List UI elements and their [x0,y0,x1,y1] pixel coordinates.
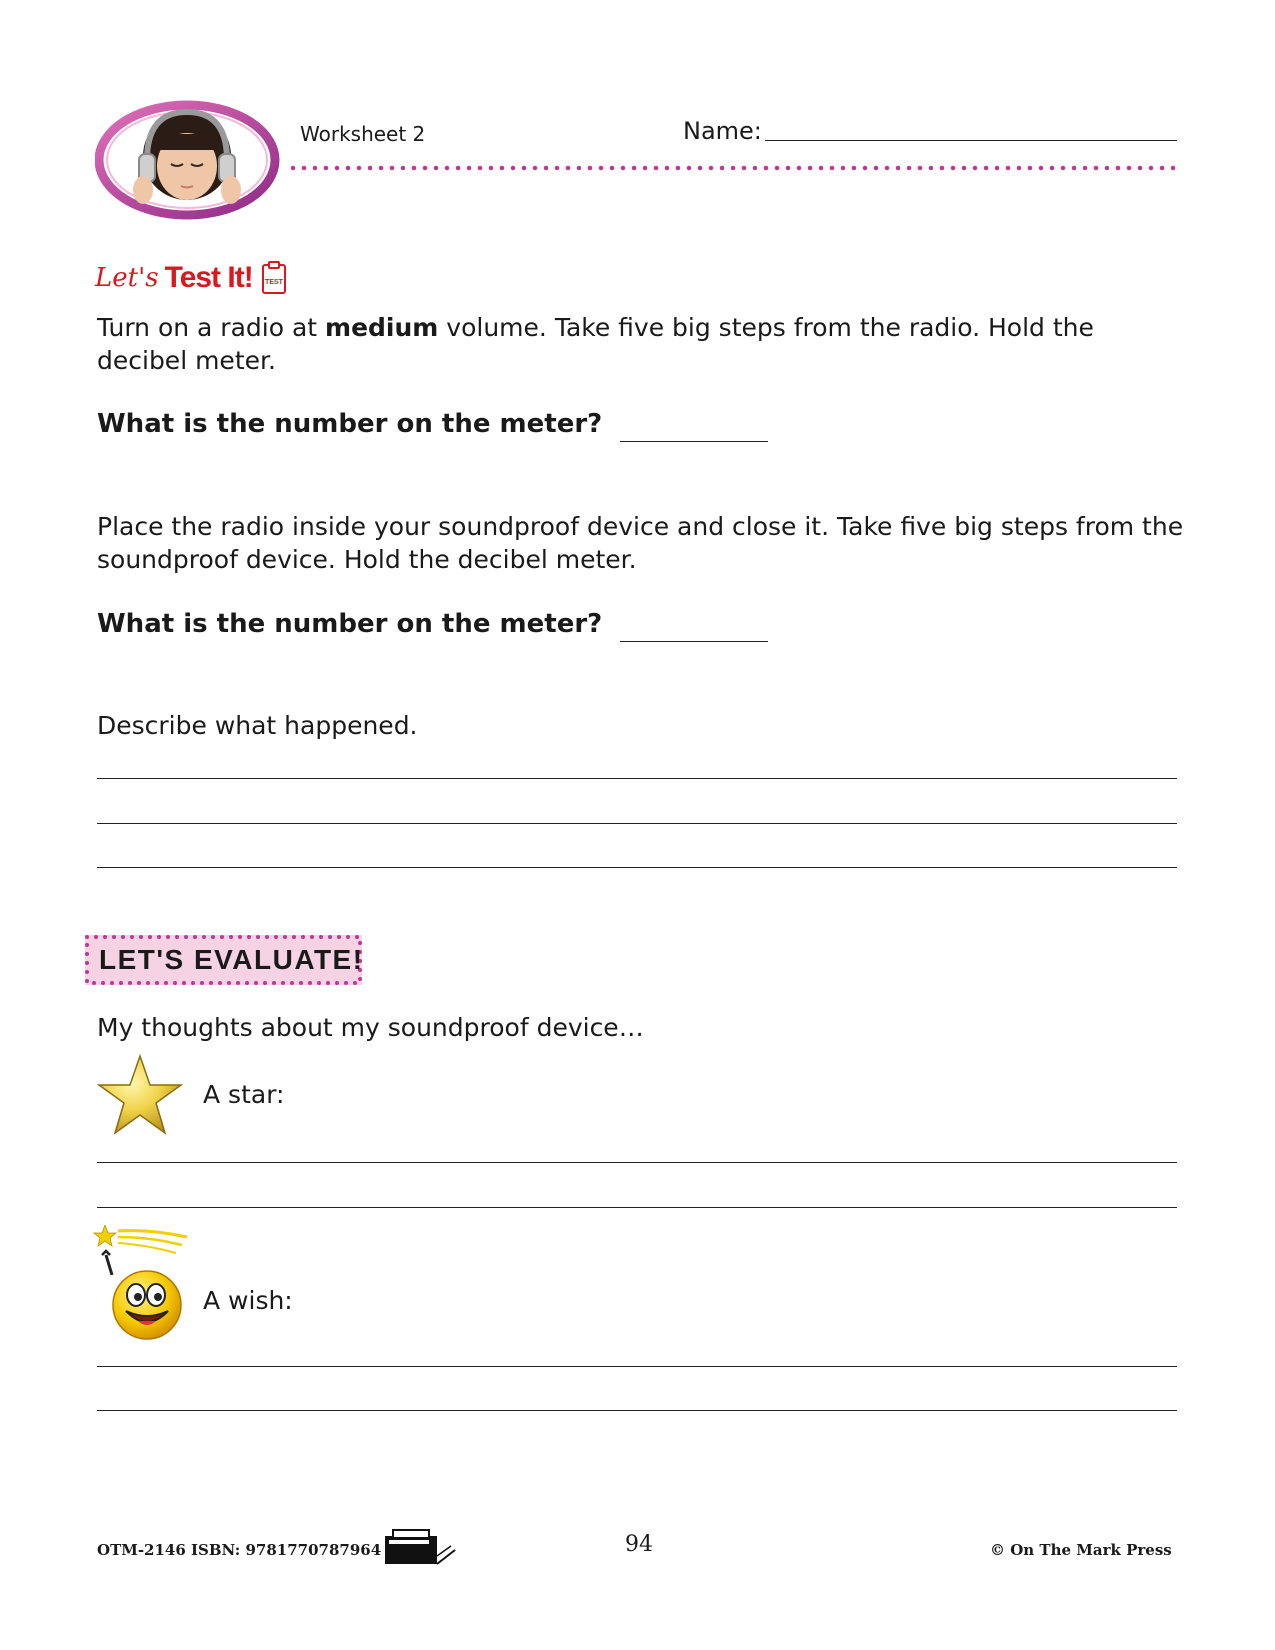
lets-evaluate-heading: LET'S EVALUATE! [99,944,364,975]
wishing-smiley-icon [92,1225,192,1343]
thoughts-prompt: My thoughts about my soundproof device… [97,1013,644,1042]
worksheet-label: Worksheet 2 [300,122,426,146]
lets-test-it-heading [95,258,287,298]
footer-isbn: OTM-2146 ISBN: 9781770787964 [97,1541,382,1559]
describe-write-line[interactable] [97,823,1177,824]
instruction-paragraph-2: Place the radio inside your soundproof device and close it. Take five big steps from the soundproof device. Hold the decibel meter. [97,512,1184,574]
star-label: A star: [203,1080,285,1109]
test-it-text: Test It! [164,261,253,294]
header-dotted-divider [290,156,1180,162]
star-icon [95,1053,185,1137]
wish-write-line[interactable] [97,1410,1177,1411]
wish-write-line[interactable] [97,1366,1177,1367]
header-logo-image [95,98,285,228]
name-input-line[interactable] [765,140,1177,141]
page-number: 94 [625,1532,653,1557]
book-icon [383,1526,458,1568]
instruction-paragraph-1: Turn on a radio at medium volume. Take five big steps from the radio. Hold the decibel meter. [97,313,1094,375]
describe-prompt: Describe what happened. [97,711,418,740]
answer-1-line[interactable] [620,441,768,442]
medium-bold: medium [325,313,439,342]
footer-copyright: © On The Mark Press [990,1541,1172,1559]
star-write-line[interactable] [97,1162,1177,1163]
question-1: What is the number on the meter? [97,409,603,439]
star-write-line[interactable] [97,1207,1177,1208]
lets-text: Let's [95,263,159,293]
question-2: What is the number on the meter? [97,609,603,639]
clipboard-badge-text: TEST [264,279,283,286]
name-label: Name: [683,117,762,145]
answer-2-line[interactable] [620,641,768,642]
describe-write-line[interactable] [97,778,1177,779]
clipboard-icon [261,261,287,295]
wish-label: A wish: [203,1286,293,1315]
describe-write-line[interactable] [97,867,1177,868]
